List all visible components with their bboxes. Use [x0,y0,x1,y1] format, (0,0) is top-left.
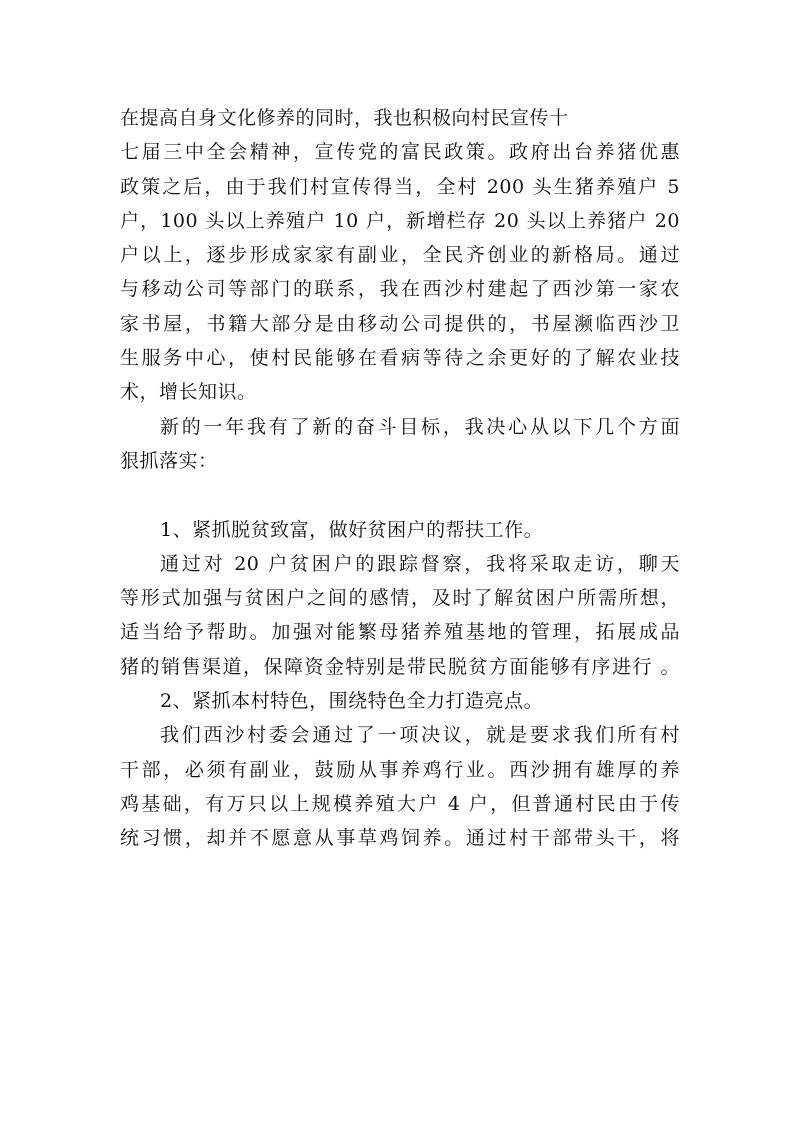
paragraph-line: 统习惯，却并不愿意从事草鸡饲养。通过村干部带头干，将 [120,827,680,850]
section-heading: 2、紧抓本村特色，围绕特色全力打造亮点。 [160,690,544,713]
paragraph-line: 适当给予帮助。加强对能繁母猪养殖基地的管理，拓展成品 [120,621,680,644]
paragraph-line: 猪的销售渠道，保障资金特别是带民脱贫方面能够有序进行 。 [120,655,680,678]
paragraph-line: 术，增长知识。 [120,381,257,404]
paragraph-line: 狠抓落实： [120,449,218,472]
paragraph-line: 干部，必须有副业，鼓励从事养鸡行业。西沙拥有雄厚的养 [120,758,680,781]
paragraph-line: 等形式加强与贫困户之间的感情，及时了解贫困户所需所想， [120,587,680,610]
document-body [120,104,680,859]
paragraph-line: 通过对 20 户贫困户的跟踪督察，我将采取走访，聊天 [160,552,680,575]
paragraph-line: 户，100 头以上养殖户 10 户，新增栏存 20 头以上养猪户 20 [120,209,680,232]
paragraph-line: 鸡基础，有万只以上规模养殖大户 4 户，但普通村民由于传 [120,792,680,815]
paragraph-line: 我们西沙村委会通过了一项决议，就是要求我们所有村 [160,724,680,747]
paragraph-line: 政策之后，由于我们村宣传得当，全村 200 头生猪养殖户 5 [120,175,680,198]
paragraph-line: 户以上，逐步形成家家有副业，全民齐创业的新格局。通过 [120,244,680,267]
paragraph-line: 家书屋，书籍大部分是由移动公司提供的，书屋濒临西沙卫 [120,312,680,335]
paragraph-line: 在提高自身文化修养的同时，我也积极向村民宣传十 [120,107,569,129]
paragraph-line: 与移动公司等部门的联系，我在西沙村建起了西沙第一家农 [120,278,680,301]
blank-line [120,481,680,515]
paragraph-line: 新的一年我有了新的奋斗目标，我决心从以下几个方面 [160,415,680,438]
section-heading: 1、紧抓脱贫致富，做好贫困户的帮扶工作。 [160,518,544,541]
paragraph-line: 生服务中心，使村民能够在看病等待之余更好的了解农业技 [120,347,680,370]
paragraph-line: 七届三中全会精神，宣传党的富民政策。政府出台养猪优惠 [120,141,680,164]
